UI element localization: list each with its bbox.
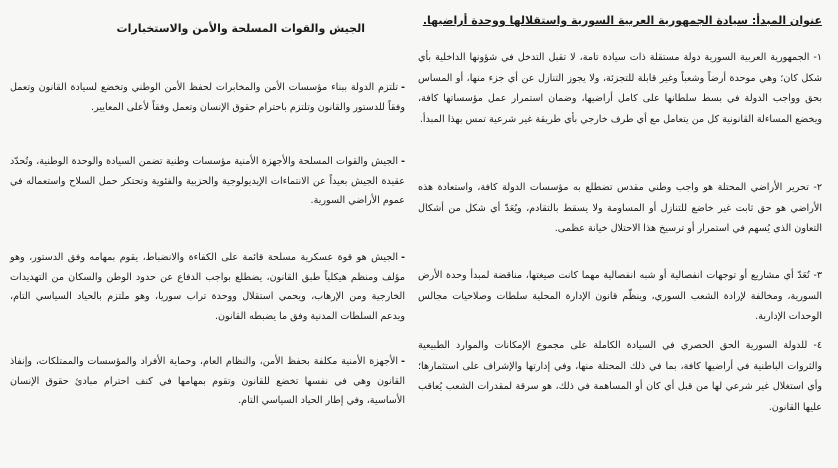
bullet-dash: -: [401, 156, 405, 167]
bullet-dash: -: [401, 82, 405, 93]
section-paragraph-4-text: الأجهزة الأمنية مكلفة بحفظ الأمن، والنظام العام، وحماية الأفراد والمؤسسات والممتلكات، وإنفاذ القانون وهي في نفسها تخضع للقانون وتقوم بمهامها في كنف احترام مبادئ حقوق الإنسان الأساسية، وفي إطار الحياد السياسي التام.: [10, 356, 405, 406]
section-paragraph-1: [10, 78, 405, 117]
section-paragraph-2-text: الجيش والقوات المسلحة والأجهزة الأمنية مؤسسات وطنية تضمن السيادة والوحدة الوطنية، وتُحدّد عقيدة الجيش بعيداً عن الانتماءات الإيديولوجية والحزبية والفئوية وتحتكر حمل السلاح واستعماله في عموم الأراضي السورية.: [10, 156, 405, 206]
principle-paragraph-3: ٣- تُعَدّ أي مشاريع أو توجهات انفصالية أو شبه انفصالية مهما كانت صيغتها، مناقضة لمبدأ وحدة الأرض السورية، ومخالفة لإرادة الشعب السوري، وينظّم قانون الإدارة المحلية سلطات وصلاحيات مجالس الوحدات الإدارية.: [418, 270, 822, 322]
principle-heading: عنوان المبدأ: سيادة الجمهورية العربية السورية واستقلالها ووحدة أراضيها.: [422, 14, 822, 27]
section-paragraph-3: [10, 248, 405, 326]
principle-paragraph-4: ٤- للدولة السورية الحق الحصري في السيادة الكاملة على مجموع الإمكانات والموارد الطبيعية والثروات الباطنية في أراضيها كافة، بما في ذلك المحتلة منها، وفي إدارتها والإشراف على استثمارها؛ وأي استغلال غير شرعي لها من قبل أي كان أو المساهمة في ذلك، هو سرقة لمقدرات الشعب يُعاقب عليها القانون.: [418, 340, 822, 413]
bullet-dash: -: [401, 356, 405, 367]
section-paragraph-2: [10, 152, 405, 211]
bullet-dash: -: [401, 252, 405, 263]
section-paragraph-3-text: الجيش هو قوة عسكرية مسلحة قائمة على الكفاءة والانضباط، يقوم بمهامه وفق الدستور، وهو مؤلف ومنظم هيكلياً طبق القانون، يضطلع بواجب الدفاع عن حدود الوطن والسكان من التهديدات الخارجية ومن الإرهاب، ويحمي استقلال ووحدة تراب سوريا، وهو ملتزم بالحياد السياسي التام، ويدعم السلطات المدنية وفق ما يضبطه القانون.: [10, 252, 405, 322]
section-paragraph-1-text: تلتزم الدولة ببناء مؤسسات الأمن والمخابرات لحفظ الأمن الوطني وتخضع لسيادة القانون وتعمل وفقاً للدستور والقانون وتلتزم باحترام حقوق الإنسان وتعمل وفقاً لأعلى المعايير.: [10, 82, 405, 113]
principle-paragraph-1: ١- الجمهورية العربية السورية دولة مستقلة ذات سيادة تامة، لا تقبل التدخل في شؤونها الداخلية بأي شكل كان؛ وهي موحدة أرضاً وشعباً وغير قابلة للتجزئة، ولا يجوز التنازل عن أي جزء منها، أو المساس بحق وواجب الدولة في بسط سلطانها على كامل أراضيها، وضمان استمرار عمل مؤسساتها كافة، ويخضع المساءلة القانونية كل من يتعامل مع أي طرف خارجي بأي طريقة غير شرعية تمس بهذا المبدأ.: [418, 52, 822, 125]
section-heading: الجيش والقوات المسلحة والأمن والاستخبارات: [116, 22, 365, 35]
section-paragraph-4: [10, 352, 405, 411]
principle-paragraph-2: ٢- تحرير الأراضي المحتلة هو واجب وطني مقدس تضطلع به مؤسسات الدولة كافة، واستعادة هذه الأراضي هو حق ثابت غير خاضع للتنازل أو المساومة ولا يسقط بالتقادم، ويُعَدّ أي شكل من أشكال التعاون الذي يُسهم في استمرار أو ترسيخ هذا الاحتلال خيانة عظمى.: [418, 182, 822, 234]
